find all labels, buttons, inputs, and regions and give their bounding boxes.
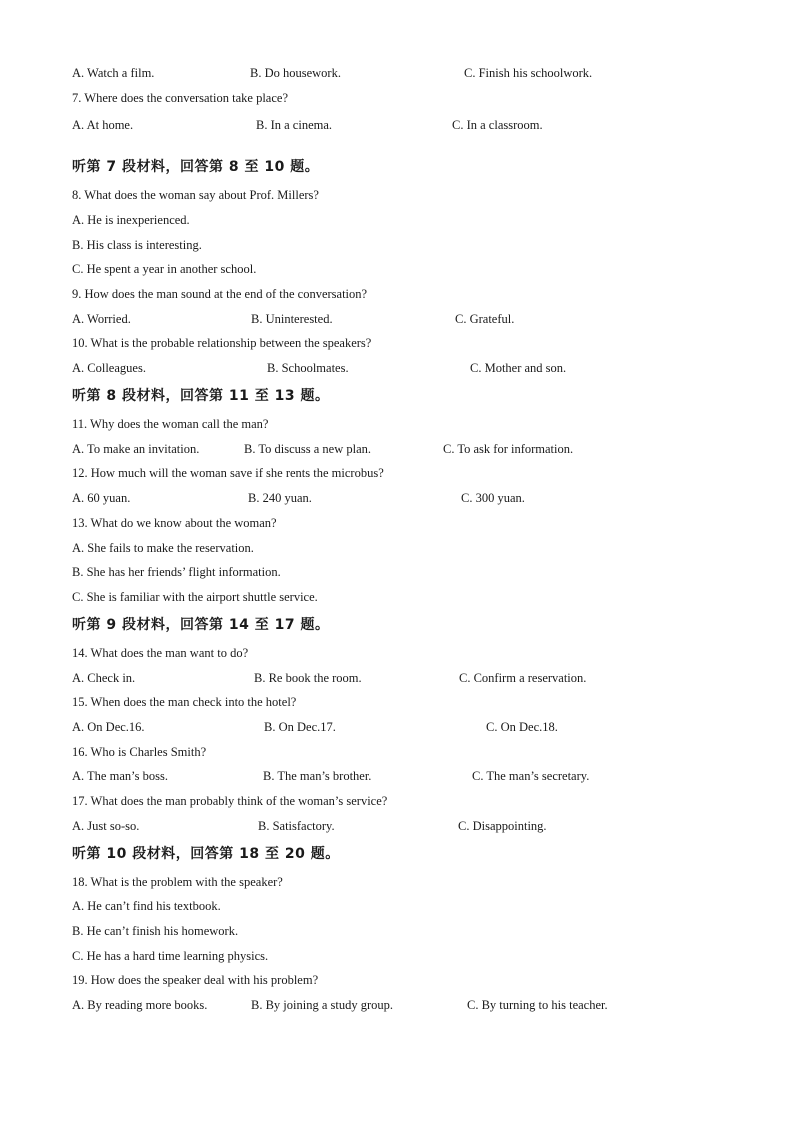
- q8-option-b: B. His class is interesting.: [72, 238, 202, 252]
- q13-option-c: C. She is familiar with the airport shuttle service.: [72, 590, 318, 604]
- q15-option-c: C. On Dec.18.: [486, 720, 558, 734]
- q19-question: 19. How does the speaker deal with his problem?: [72, 973, 319, 987]
- q9-option-c: C. Grateful.: [455, 312, 515, 326]
- q6-option-c: C. Finish his schoolwork.: [464, 66, 593, 80]
- q17-option-c: C. Disappointing.: [458, 819, 547, 833]
- q16-question: 16. Who is Charles Smith?: [72, 745, 207, 759]
- q19-options: [72, 997, 732, 1013]
- q17-option-a: A. Just so-so.: [72, 819, 140, 833]
- q18-option-a: A. He can’t find his textbook.: [72, 899, 221, 913]
- q14-option-a: A. Check in.: [72, 671, 136, 685]
- q8-option-a: A. He is inexperienced.: [72, 213, 190, 227]
- q8-question: 8. What does the woman say about Prof. Millers?: [72, 188, 319, 202]
- q10-question: 10. What is the probable relationship between the speakers?: [72, 336, 372, 350]
- q6-options: [72, 65, 732, 81]
- q15-question: 15. When does the man check into the hotel?: [72, 695, 297, 709]
- q18-question: 18. What is the problem with the speaker?: [72, 875, 283, 889]
- q14-option-b: B. Re book the room.: [254, 671, 362, 685]
- q7-question: 7. Where does the conversation take place?: [72, 91, 288, 105]
- q16-option-a: A. The man’s boss.: [72, 769, 168, 783]
- q17-question: 17. What does the man probably think of the woman’s service?: [72, 794, 388, 808]
- q13-option-a: A. She fails to make the reservation.: [72, 541, 254, 555]
- q12-option-b: B. 240 yuan.: [248, 491, 312, 505]
- section-7-heading: 听第 7 段材料，回答第 8 至 10 题。: [72, 159, 320, 175]
- q11-options: [72, 441, 732, 457]
- section-10-heading: 听第 10 段材料，回答第 18 至 20 题。: [72, 846, 340, 862]
- q13-option-b: B. She has her friends’ flight information.: [72, 565, 281, 579]
- q9-question: 9. How does the man sound at the end of the conversation?: [72, 287, 368, 301]
- q6-option-a: A. Watch a film.: [72, 66, 155, 80]
- q19-option-c: C. By turning to his teacher.: [467, 998, 608, 1012]
- q12-options: [72, 490, 732, 506]
- q14-option-c: C. Confirm a reservation.: [459, 671, 587, 685]
- q19-option-b: B. By joining a study group.: [251, 998, 394, 1012]
- q15-options: [72, 719, 732, 735]
- section-8-heading: 听第 8 段材料，回答第 11 至 13 题。: [72, 388, 330, 404]
- q6-option-b: B. Do housework.: [250, 66, 341, 80]
- q10-options: [72, 360, 732, 376]
- q7-options: [72, 117, 732, 133]
- q12-question: 12. How much will the woman save if she rents the microbus?: [72, 466, 384, 480]
- q19-option-a: A. By reading more books.: [72, 998, 208, 1012]
- q10-option-a: A. Colleagues.: [72, 361, 146, 375]
- q13-question: 13. What do we know about the woman?: [72, 516, 277, 530]
- q7-option-c: C. In a classroom.: [452, 118, 543, 132]
- q11-option-b: B. To discuss a new plan.: [244, 442, 372, 456]
- q16-options: [72, 768, 732, 784]
- q9-option-b: B. Uninterested.: [251, 312, 333, 326]
- q11-question: 11. Why does the woman call the man?: [72, 417, 269, 431]
- q14-question: 14. What does the man want to do?: [72, 646, 249, 660]
- q17-options: [72, 818, 732, 834]
- q7-option-b: B. In a cinema.: [256, 118, 333, 132]
- section-9-heading: 听第 9 段材料，回答第 14 至 17 题。: [72, 617, 330, 633]
- q11-option-a: A. To make an invitation.: [72, 442, 200, 456]
- q16-option-c: C. The man’s secretary.: [472, 769, 590, 783]
- q12-option-c: C. 300 yuan.: [461, 491, 525, 505]
- q11-option-c: C. To ask for information.: [443, 442, 574, 456]
- q7-option-a: A. At home.: [72, 118, 134, 132]
- q15-option-b: B. On Dec.17.: [264, 720, 336, 734]
- q18-option-b: B. He can’t finish his homework.: [72, 924, 239, 938]
- q10-option-c: C. Mother and son.: [470, 361, 567, 375]
- q16-option-b: B. The man’s brother.: [263, 769, 372, 783]
- q9-options: [72, 311, 732, 327]
- q18-option-c: C. He has a hard time learning physics.: [72, 949, 269, 963]
- q14-options: [72, 670, 732, 686]
- q17-option-b: B. Satisfactory.: [258, 819, 335, 833]
- q15-option-a: A. On Dec.16.: [72, 720, 145, 734]
- q8-option-c: C. He spent a year in another school.: [72, 262, 257, 276]
- q12-option-a: A. 60 yuan.: [72, 491, 131, 505]
- q9-option-a: A. Worried.: [72, 312, 131, 326]
- q10-option-b: B. Schoolmates.: [267, 361, 349, 375]
